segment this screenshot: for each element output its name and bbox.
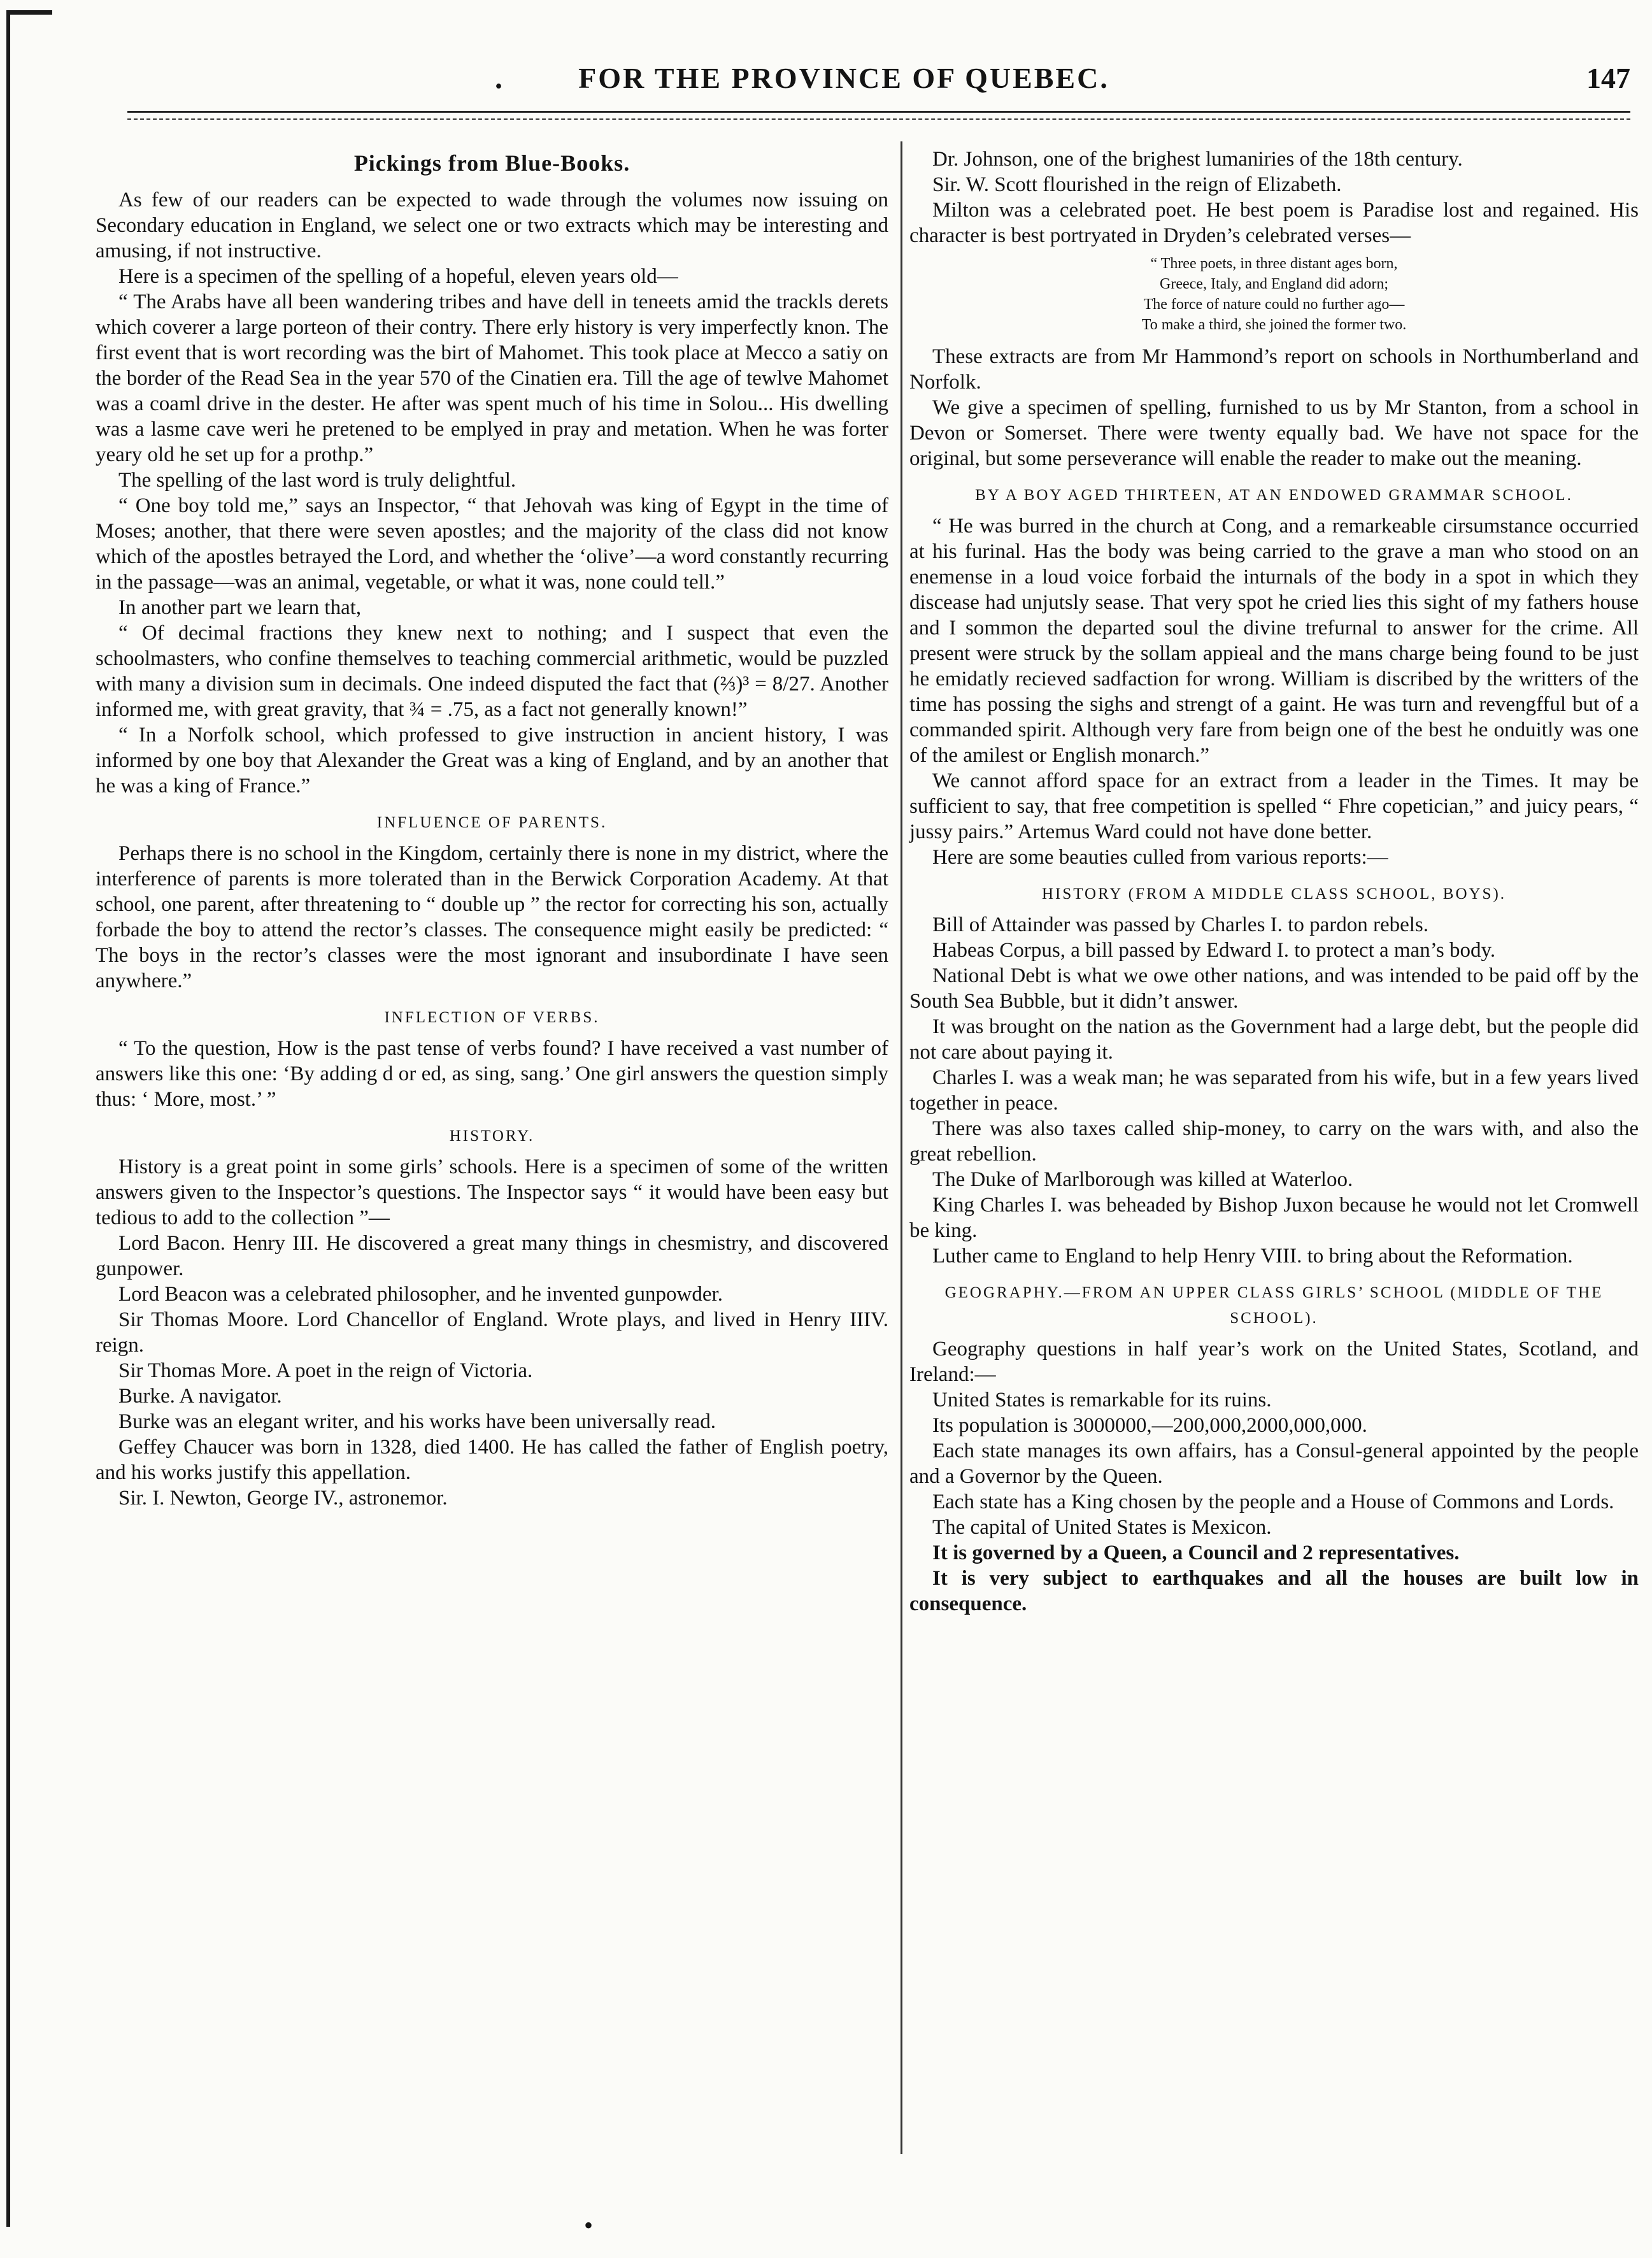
header-dot: · (494, 69, 504, 103)
right-column (909, 146, 1639, 1617)
inspector-quote: “ One boy told me,” says an Inspector, “ that Jehovah was king of Egypt in the time of Moses; another, that there were seven apostles; and the majority of the class did not know which of the apostles betrayed the Lord, and whether the ‘olive’—a word constantly recurring in the passage—was an animal, vegetable, or what it was, none could tell.” (96, 494, 888, 594)
history-item: Sir Thomas More. A poet in the reign of Victoria. (118, 1359, 533, 1382)
spelling-specimen: “ The Arabs have all been wandering tribes and have dell in teneets amid the trackls derets which coverer a large porteon of their contry. There erly history is very imperfectly knon. The first event that is wort recording was the birt of Mahomet. This took place at Mecco a satiy on the border of the Read Sea in the year 570 of the Cinatien era. Till the age of tewlve Mahomet was a coaml drive in the dester. He after was spent much of his time in Solou... His dwelling was a lasme cave weri he pretened to be emplyed in pray and metation. When he was forter yeary old he set up for a prothp.” (96, 290, 888, 466)
intro-paragraph: As few of our readers can be expected to wade through the volumes now issuing on Secondary education in England, we select one or two extracts which may be interesting and amusing, if not instructive. (96, 189, 888, 262)
history-item: Geffey Chaucer was born in 1328, died 1400. He has called the father of English poetry, and his works justify this appellation. (96, 1436, 888, 1484)
times-paragraph: We cannot afford space for an extract from a leader in the Times. It may be sufficient to say, that free competition is spelled “ Fhre copetician,” and juicy pears, “ jussy pairs.” Artemus Ward could not have done better. (909, 769, 1639, 843)
history-boys-item: The Duke of Marlborough was killed at Waterloo. (932, 1168, 1353, 1191)
spelling-comment: The spelling of the last word is truly delightful. (118, 469, 516, 492)
history-item: Burke. A navigator. (118, 1385, 282, 1408)
poem-line: The force of nature could no further ago— (1143, 296, 1405, 313)
history-boys-item: There was also taxes called ship-money, to carry on the wars with, and also the great rebellion. (909, 1117, 1639, 1166)
page-corner-rule (6, 10, 52, 15)
history-boys-item: Charles I. was a weak man; he was separated from his wife, but in a few years lived together in peace. (909, 1066, 1639, 1115)
header-rule-top (127, 111, 1630, 113)
geography-item: Geography questions in half year’s work on the United States, Scotland, and Ireland:— (909, 1338, 1639, 1386)
history-boys-item: Bill of Attainder was passed by Charles I. to pardon rebels. (932, 913, 1428, 936)
poem-line: “ Three poets, in three distant ages born, (1150, 255, 1398, 272)
history-item: Sir. I. Newton, George IV., astronemor. (118, 1487, 448, 1510)
hammond-paragraph: These extracts are from Mr Hammond’s report on schools in Northumberland and Norfolk. (909, 345, 1639, 394)
another-part: In another part we learn that, (118, 596, 362, 619)
geography-item: It is very subject to earthquakes and all the houses are built low in consequence. (909, 1567, 1639, 1615)
beauties-line: Here are some beauties culled from various reports:— (932, 846, 1388, 869)
geography-item: Each state has a King chosen by the people and a House of Commons and Lords. (932, 1490, 1614, 1513)
right-item: Dr. Johnson, one of the brighest lumaniries of the 18th century. (932, 148, 1463, 171)
norfolk-quote: “ In a Norfolk school, which professed to give instruction in ancient history, I was informed by one boy that Alexander the Great was a king of England, and by an another that he was a king of France.” (96, 724, 888, 797)
header-rule-bottom (127, 118, 1630, 120)
history-boys-item: It was brought on the nation as the Government had a large debt, but the people did not care about paying it. (909, 1015, 1639, 1064)
geography-item: It is governed by a Queen, a Council and 2 representatives. (932, 1541, 1460, 1564)
parents-paragraph: Perhaps there is no school in the Kingdom, certainly there is none in my district, where the interference of parents is more tolerated than in the Berwick Corporation Academy. At that school, one parent, after threatening to “ double up ” the rector for correcting his son, actually forbade the boy to attend the rector’s classes. The consequence might easily be predicted: “ The boys in the rector’s classes were the most ignorant and insubordinate I have seen anywhere.” (96, 842, 888, 992)
history-boys-item: Habeas Corpus, a bill passed by Edward I. to protect a man’s body. (932, 939, 1496, 962)
poem-line: Greece, Italy, and England did adorn; (1160, 276, 1388, 292)
geography-item: Its population is 3000000,—200,000,2000,000,000. (932, 1414, 1367, 1437)
history-item: Lord Beacon was a celebrated philosopher, and he invented gunpowder. (118, 1283, 723, 1306)
verbs-paragraph: “ To the question, How is the past tense of verbs found? I have received a vast number of answers like this one: ‘By adding d or ed, as sing, sang.’ One girl answers the question simply thus: ‘ More, most.’ ” (96, 1037, 888, 1111)
poem-line: To make a third, she joined the former two. (1141, 317, 1407, 333)
section-heading-history: HISTORY. (449, 1127, 535, 1145)
section-heading-history-boys: HISTORY (FROM A MIDDLE CLASS SCHOOL, BOYS). (1041, 885, 1507, 903)
history-item: Lord Bacon. Henry III. He discovered a great many things in chesmistry, and discovered gunpower. (96, 1232, 888, 1280)
left-column (96, 146, 888, 1511)
section-heading-verbs: INFLECTION OF VERBS. (384, 1009, 600, 1026)
right-item: Milton was a celebrated poet. He best poem is Paradise lost and regained. His character is best portryated in Dryden’s celebrated verses— (909, 199, 1639, 247)
footer-dot: • (584, 2211, 594, 2240)
geography-item: United States is remarkable for its ruins. (932, 1389, 1272, 1411)
boy-specimen: “ He was burred in the church at Cong, and a remarkeable cirsumstance occurried at his furinal. Has the body was being carried to the grave a man who stood on an enemense in a loud voice forbaid the inturnals of the body in a spot in which they discease had unjutsly sease. That very spot he cried lies this sight of my fathers house and I sommon the departed soul the divine trefurnal to answer for the crime. All present were struck by the sollam appieal and the mans charge being found to be just he emidatly recieved sadfaction for wrong. William is discribed by the writters of the time has possing the sighs and strengt of a gaint. He was turn and revengfful but of a commanded spirit. Although very fare from beign one of the best he onduitly was one of the amilest or English monarch.” (909, 515, 1639, 767)
section-heading-geography: GEOGRAPHY.—FROM AN UPPER CLASS GIRLS’ SCHOOL (MIDDLE OF THE SCHOOL). (944, 1284, 1604, 1327)
history-boys-item: King Charles I. was beheaded by Bishop Juxon because he would not let Cromwell be king. (909, 1194, 1639, 1242)
dryden-poem (909, 254, 1639, 335)
geography-item: The capital of United States is Mexicon. (932, 1516, 1272, 1539)
history-boys-item: National Debt is what we owe other nations, and was intended to be paid off by the South Sea Bubble, but it didn’t answer. (909, 964, 1639, 1013)
right-item: Sir. W. Scott flourished in the reign of Elizabeth. (932, 173, 1342, 196)
history-item: Burke was an elegant writer, and his works have been universally read. (118, 1410, 716, 1433)
history-boys-item: Luther came to England to help Henry VIII. to bring about the Reformation. (932, 1245, 1573, 1268)
spelling-intro: Here is a specimen of the spelling of a hopeful, eleven years old— (118, 265, 678, 288)
page-edge-rule (6, 10, 10, 2227)
article-heading: Pickings from Blue-Books. (353, 150, 630, 176)
running-header (57, 61, 1630, 103)
section-heading-parents: INFLUENCE OF PARENTS. (376, 814, 608, 831)
column-divider (901, 141, 902, 2154)
stanton-paragraph: We give a specimen of spelling, furnished to us by Mr Stanton, from a school in Devon or Somerset. There were twenty equally bad. We have not space for the original, but some perseverance will enable the reader to make out the meaning. (909, 396, 1639, 470)
history-intro: History is a great point in some girls’ schools. Here is a specimen of some of the written answers given to the Inspector’s questions. The Inspector says “ it would have been easy but tedious to add to the collection ”— (96, 1155, 888, 1229)
decimal-quote: “ Of decimal fractions they knew next to nothing; and I suspect that even the schoolmasters, who confine themselves to teaching commercial arithmetic, would be puzzled with many a division sum in decimals. One indeed disputed the fact that (⅔)³ = 8/27. Another informed me, with great gravity, that ¾ = .75, as a fact not generally known!” (96, 622, 888, 721)
history-item: Sir Thomas Moore. Lord Chancellor of England. Wrote plays, and lived in Henry IIIV. reign. (96, 1308, 888, 1357)
geography-item: Each state manages its own affairs, has a Consul-general appointed by the people and a Governor by the Queen. (909, 1440, 1639, 1488)
running-title: FOR THE PROVINCE OF QUEBEC. (578, 62, 1109, 94)
page-number: 147 (1586, 62, 1630, 94)
section-heading-boy: BY A BOY AGED THIRTEEN, AT AN ENDOWED GRAMMAR SCHOOL. (975, 487, 1573, 504)
